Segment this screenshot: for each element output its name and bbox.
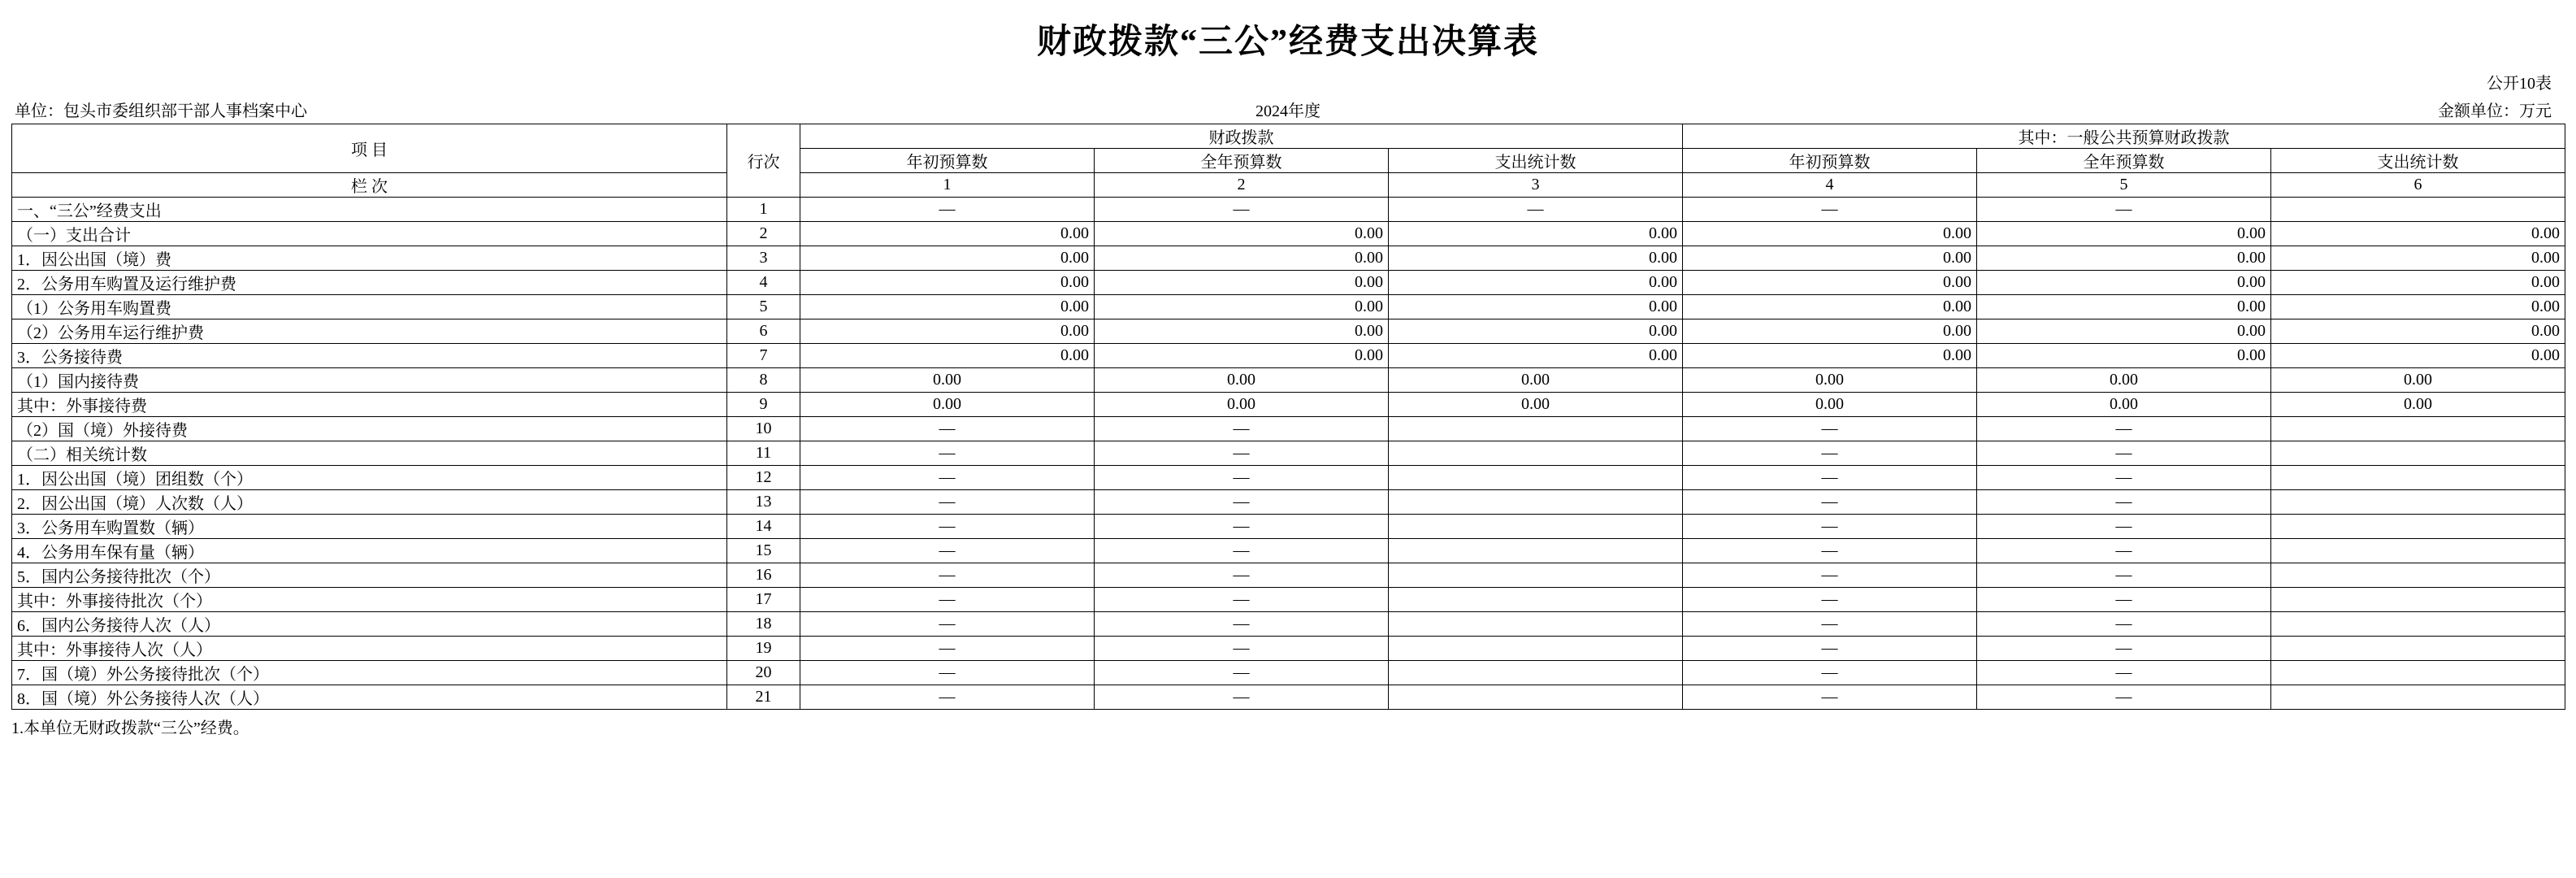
row-value-col6: 0.00 [2271, 246, 2565, 271]
meta-row [0, 96, 2576, 124]
row-value-col6: 0.00 [2271, 295, 2565, 319]
row-value-col5: 0.00 [1977, 368, 2271, 393]
header-col-num-3: 3 [1389, 173, 1683, 198]
row-value-col4: — [1683, 612, 1977, 637]
row-item-label: 6．国内公务接待人次（人） [12, 612, 727, 637]
row-value-col2: — [1095, 515, 1389, 539]
row-number: 6 [727, 319, 800, 344]
row-value-col6 [2271, 466, 2565, 490]
row-value-col3: 0.00 [1389, 344, 1683, 368]
row-value-col3 [1389, 588, 1683, 612]
row-value-col6: 0.00 [2271, 368, 2565, 393]
row-value-col5: — [1977, 490, 2271, 515]
header-col-num-4: 4 [1683, 173, 1977, 198]
header-sub-1: 年初预算数 [800, 149, 1095, 173]
header-item: 项 目 [12, 124, 727, 173]
row-value-col2: 0.00 [1095, 295, 1389, 319]
row-value-col4: — [1683, 588, 1977, 612]
row-value-col1: — [800, 198, 1095, 222]
row-value-col1: — [800, 466, 1095, 490]
row-value-col5: — [1977, 441, 2271, 466]
table-row [12, 441, 2565, 466]
header-sub-4: 年初预算数 [1683, 149, 1977, 173]
row-value-col5: — [1977, 539, 2271, 563]
row-value-col2: 0.00 [1095, 271, 1389, 295]
header-group-general-public: 其中：一般公共预算财政拨款 [1683, 124, 2565, 149]
header-group-fiscal: 财政拨款 [800, 124, 1683, 149]
row-value-col4: — [1683, 637, 1977, 661]
table-footnote: 1.本单位无财政拨款“三公”经费。 [11, 719, 249, 737]
header-col-num-2: 2 [1095, 173, 1389, 198]
table-body [12, 198, 2565, 710]
table-row [12, 271, 2565, 295]
row-number: 18 [727, 612, 800, 637]
row-value-col4: 0.00 [1683, 344, 1977, 368]
row-item-label: （1）国内接待费 [12, 368, 727, 393]
row-value-col4: 0.00 [1683, 271, 1977, 295]
row-value-col5: — [1977, 563, 2271, 588]
row-value-col4: — [1683, 685, 1977, 710]
row-value-col5: 0.00 [1977, 271, 2271, 295]
row-value-col2: — [1095, 539, 1389, 563]
row-value-col5: — [1977, 466, 2271, 490]
row-number: 11 [727, 441, 800, 466]
row-value-col4: — [1683, 441, 1977, 466]
row-value-col3: 0.00 [1389, 271, 1683, 295]
row-value-col2: 0.00 [1095, 319, 1389, 344]
row-value-col2: — [1095, 563, 1389, 588]
row-number: 8 [727, 368, 800, 393]
row-value-col3: 0.00 [1389, 246, 1683, 271]
row-value-col5: — [1977, 588, 2271, 612]
table-row [12, 490, 2565, 515]
row-item-label: 其中：外事接待人次（人） [12, 637, 727, 661]
row-number: 17 [727, 588, 800, 612]
row-number: 3 [727, 246, 800, 271]
table-row [12, 198, 2565, 222]
page-title: 财政拨款“三公”经费支出决算表 [1036, 24, 1539, 61]
row-value-col5: 0.00 [1977, 319, 2271, 344]
row-value-col4: 0.00 [1683, 368, 1977, 393]
row-value-col3 [1389, 441, 1683, 466]
row-value-col3 [1389, 661, 1683, 685]
row-value-col3: 0.00 [1389, 319, 1683, 344]
row-value-col6: 0.00 [2271, 344, 2565, 368]
row-value-col3 [1389, 563, 1683, 588]
row-value-col3 [1389, 417, 1683, 441]
row-value-col3 [1389, 612, 1683, 637]
row-value-col6 [2271, 539, 2565, 563]
row-value-col6 [2271, 198, 2565, 222]
fiscal-year: 2024年度 [1255, 102, 1321, 120]
row-number: 5 [727, 295, 800, 319]
row-value-col5: — [1977, 612, 2271, 637]
row-value-col1: 0.00 [800, 393, 1095, 417]
header-sub-5: 全年预算数 [1977, 149, 2271, 173]
table-row [12, 563, 2565, 588]
row-item-label: （一）支出合计 [12, 222, 727, 246]
row-item-label: 7．国（境）外公务接待批次（个） [12, 661, 727, 685]
table-row [12, 588, 2565, 612]
row-value-col4: — [1683, 661, 1977, 685]
row-value-col4: — [1683, 539, 1977, 563]
row-item-label: 3．公务接待费 [12, 344, 727, 368]
row-value-col1: — [800, 588, 1095, 612]
table-row [12, 515, 2565, 539]
row-number: 16 [727, 563, 800, 588]
row-value-col6 [2271, 490, 2565, 515]
row-value-col3: 0.00 [1389, 222, 1683, 246]
row-item-label: 4．公务用车保有量（辆） [12, 539, 727, 563]
row-value-col2: — [1095, 588, 1389, 612]
row-number: 2 [727, 222, 800, 246]
row-value-col3: — [1389, 198, 1683, 222]
table-row [12, 393, 2565, 417]
public-number: 公开10表 [2487, 75, 2552, 93]
row-value-col1: — [800, 417, 1095, 441]
row-item-label: （2）国（境）外接待费 [12, 417, 727, 441]
header-column-label: 栏 次 [12, 173, 727, 198]
header-col-num-6: 6 [2271, 173, 2565, 198]
row-value-col6 [2271, 563, 2565, 588]
header-sub-6: 支出统计数 [2271, 149, 2565, 173]
row-value-col6 [2271, 588, 2565, 612]
row-value-col1: 0.00 [800, 222, 1095, 246]
row-value-col5: — [1977, 515, 2271, 539]
row-value-col2: — [1095, 490, 1389, 515]
row-value-col6: 0.00 [2271, 222, 2565, 246]
row-value-col4: 0.00 [1683, 319, 1977, 344]
row-value-col3 [1389, 539, 1683, 563]
table-row [12, 246, 2565, 271]
row-item-label: 2．公务用车购置及运行维护费 [12, 271, 727, 295]
row-value-col2: — [1095, 466, 1389, 490]
row-value-col4: — [1683, 417, 1977, 441]
row-value-col3 [1389, 685, 1683, 710]
row-value-col2: — [1095, 661, 1389, 685]
row-value-col4: — [1683, 515, 1977, 539]
row-item-label: 1．因公出国（境）费 [12, 246, 727, 271]
row-value-col4: 0.00 [1683, 393, 1977, 417]
table-row [12, 295, 2565, 319]
amount-unit: 金额单位：万元 [2438, 102, 2552, 120]
row-value-col3: 0.00 [1389, 295, 1683, 319]
row-value-col6: 0.00 [2271, 271, 2565, 295]
row-value-col1: — [800, 612, 1095, 637]
row-value-col4: 0.00 [1683, 246, 1977, 271]
unit-label: 单位：包头市委组织部干部人事档案中心 [15, 102, 307, 120]
table-row [12, 661, 2565, 685]
table-row [12, 344, 2565, 368]
row-value-col6 [2271, 441, 2565, 466]
row-value-col6 [2271, 685, 2565, 710]
row-number: 1 [727, 198, 800, 222]
header-col-num-5: 5 [1977, 173, 2271, 198]
row-value-col1: — [800, 637, 1095, 661]
row-value-col1: 0.00 [800, 295, 1095, 319]
header-row-no: 行次 [727, 124, 800, 198]
row-item-label: 1．因公出国（境）团组数（个） [12, 466, 727, 490]
row-item-label: 其中：外事接待费 [12, 393, 727, 417]
table-row [12, 612, 2565, 637]
row-value-col4: — [1683, 563, 1977, 588]
row-value-col5: 0.00 [1977, 222, 2271, 246]
table-row [12, 637, 2565, 661]
row-value-col1: — [800, 685, 1095, 710]
row-value-col3: 0.00 [1389, 368, 1683, 393]
public-number-row [0, 68, 2576, 96]
table-row [12, 539, 2565, 563]
row-number: 13 [727, 490, 800, 515]
row-value-col5: — [1977, 685, 2271, 710]
row-number: 10 [727, 417, 800, 441]
table-header [12, 124, 2565, 198]
table-row [12, 685, 2565, 710]
table-row [12, 222, 2565, 246]
row-value-col6: 0.00 [2271, 319, 2565, 344]
row-value-col3 [1389, 466, 1683, 490]
row-number: 20 [727, 661, 800, 685]
expenditure-table [11, 124, 2565, 710]
row-item-label: （2）公务用车运行维护费 [12, 319, 727, 344]
table-row [12, 319, 2565, 344]
row-value-col6 [2271, 637, 2565, 661]
row-value-col6 [2271, 417, 2565, 441]
row-value-col5: 0.00 [1977, 344, 2271, 368]
row-value-col2: 0.00 [1095, 246, 1389, 271]
row-value-col4: — [1683, 490, 1977, 515]
row-value-col1: — [800, 661, 1095, 685]
row-value-col2: — [1095, 198, 1389, 222]
row-number: 19 [727, 637, 800, 661]
row-value-col1: — [800, 490, 1095, 515]
row-value-col2: — [1095, 417, 1389, 441]
row-value-col6 [2271, 515, 2565, 539]
row-value-col3 [1389, 490, 1683, 515]
header-col-num-1: 1 [800, 173, 1095, 198]
row-item-label: 3．公务用车购置数（辆） [12, 515, 727, 539]
row-value-col6 [2271, 612, 2565, 637]
row-value-col1: 0.00 [800, 368, 1095, 393]
row-value-col5: — [1977, 417, 2271, 441]
row-item-label: 8．国（境）外公务接待人次（人） [12, 685, 727, 710]
header-sub-3: 支出统计数 [1389, 149, 1683, 173]
table-row [12, 368, 2565, 393]
row-number: 15 [727, 539, 800, 563]
row-value-col2: 0.00 [1095, 222, 1389, 246]
row-number: 7 [727, 344, 800, 368]
row-value-col1: — [800, 539, 1095, 563]
row-number: 14 [727, 515, 800, 539]
row-value-col5: — [1977, 661, 2271, 685]
header-sub-2: 全年预算数 [1095, 149, 1389, 173]
row-value-col3 [1389, 637, 1683, 661]
row-value-col2: 0.00 [1095, 368, 1389, 393]
row-value-col2: — [1095, 685, 1389, 710]
row-value-col1: — [800, 563, 1095, 588]
row-value-col5: 0.00 [1977, 393, 2271, 417]
row-value-col6: 0.00 [2271, 393, 2565, 417]
row-value-col5: — [1977, 198, 2271, 222]
row-item-label: 2．因公出国（境）人次数（人） [12, 490, 727, 515]
row-number: 21 [727, 685, 800, 710]
row-value-col4: — [1683, 198, 1977, 222]
row-item-label: 5．国内公务接待批次（个） [12, 563, 727, 588]
row-value-col4: — [1683, 466, 1977, 490]
row-value-col5: 0.00 [1977, 295, 2271, 319]
row-value-col5: — [1977, 637, 2271, 661]
header-row-groups [12, 124, 2565, 149]
row-value-col2: — [1095, 441, 1389, 466]
row-value-col2: — [1095, 637, 1389, 661]
table-row [12, 417, 2565, 441]
row-value-col1: — [800, 515, 1095, 539]
row-item-label: （1）公务用车购置费 [12, 295, 727, 319]
row-value-col2: 0.00 [1095, 344, 1389, 368]
row-value-col1: 0.00 [800, 319, 1095, 344]
row-value-col1: 0.00 [800, 246, 1095, 271]
row-number: 4 [727, 271, 800, 295]
row-value-col1: 0.00 [800, 271, 1095, 295]
row-number: 9 [727, 393, 800, 417]
row-value-col2: 0.00 [1095, 393, 1389, 417]
header-row-numbers [12, 173, 2565, 198]
row-value-col3 [1389, 515, 1683, 539]
row-value-col4: 0.00 [1683, 295, 1977, 319]
row-value-col1: 0.00 [800, 344, 1095, 368]
row-item-label: （二）相关统计数 [12, 441, 727, 466]
row-value-col2: — [1095, 612, 1389, 637]
row-value-col1: — [800, 441, 1095, 466]
table-row [12, 466, 2565, 490]
row-value-col4: 0.00 [1683, 222, 1977, 246]
row-value-col5: 0.00 [1977, 246, 2271, 271]
row-number: 12 [727, 466, 800, 490]
row-item-label: 其中：外事接待批次（个） [12, 588, 727, 612]
row-value-col3: 0.00 [1389, 393, 1683, 417]
row-item-label: 一、“三公”经费支出 [12, 198, 727, 222]
row-value-col6 [2271, 661, 2565, 685]
